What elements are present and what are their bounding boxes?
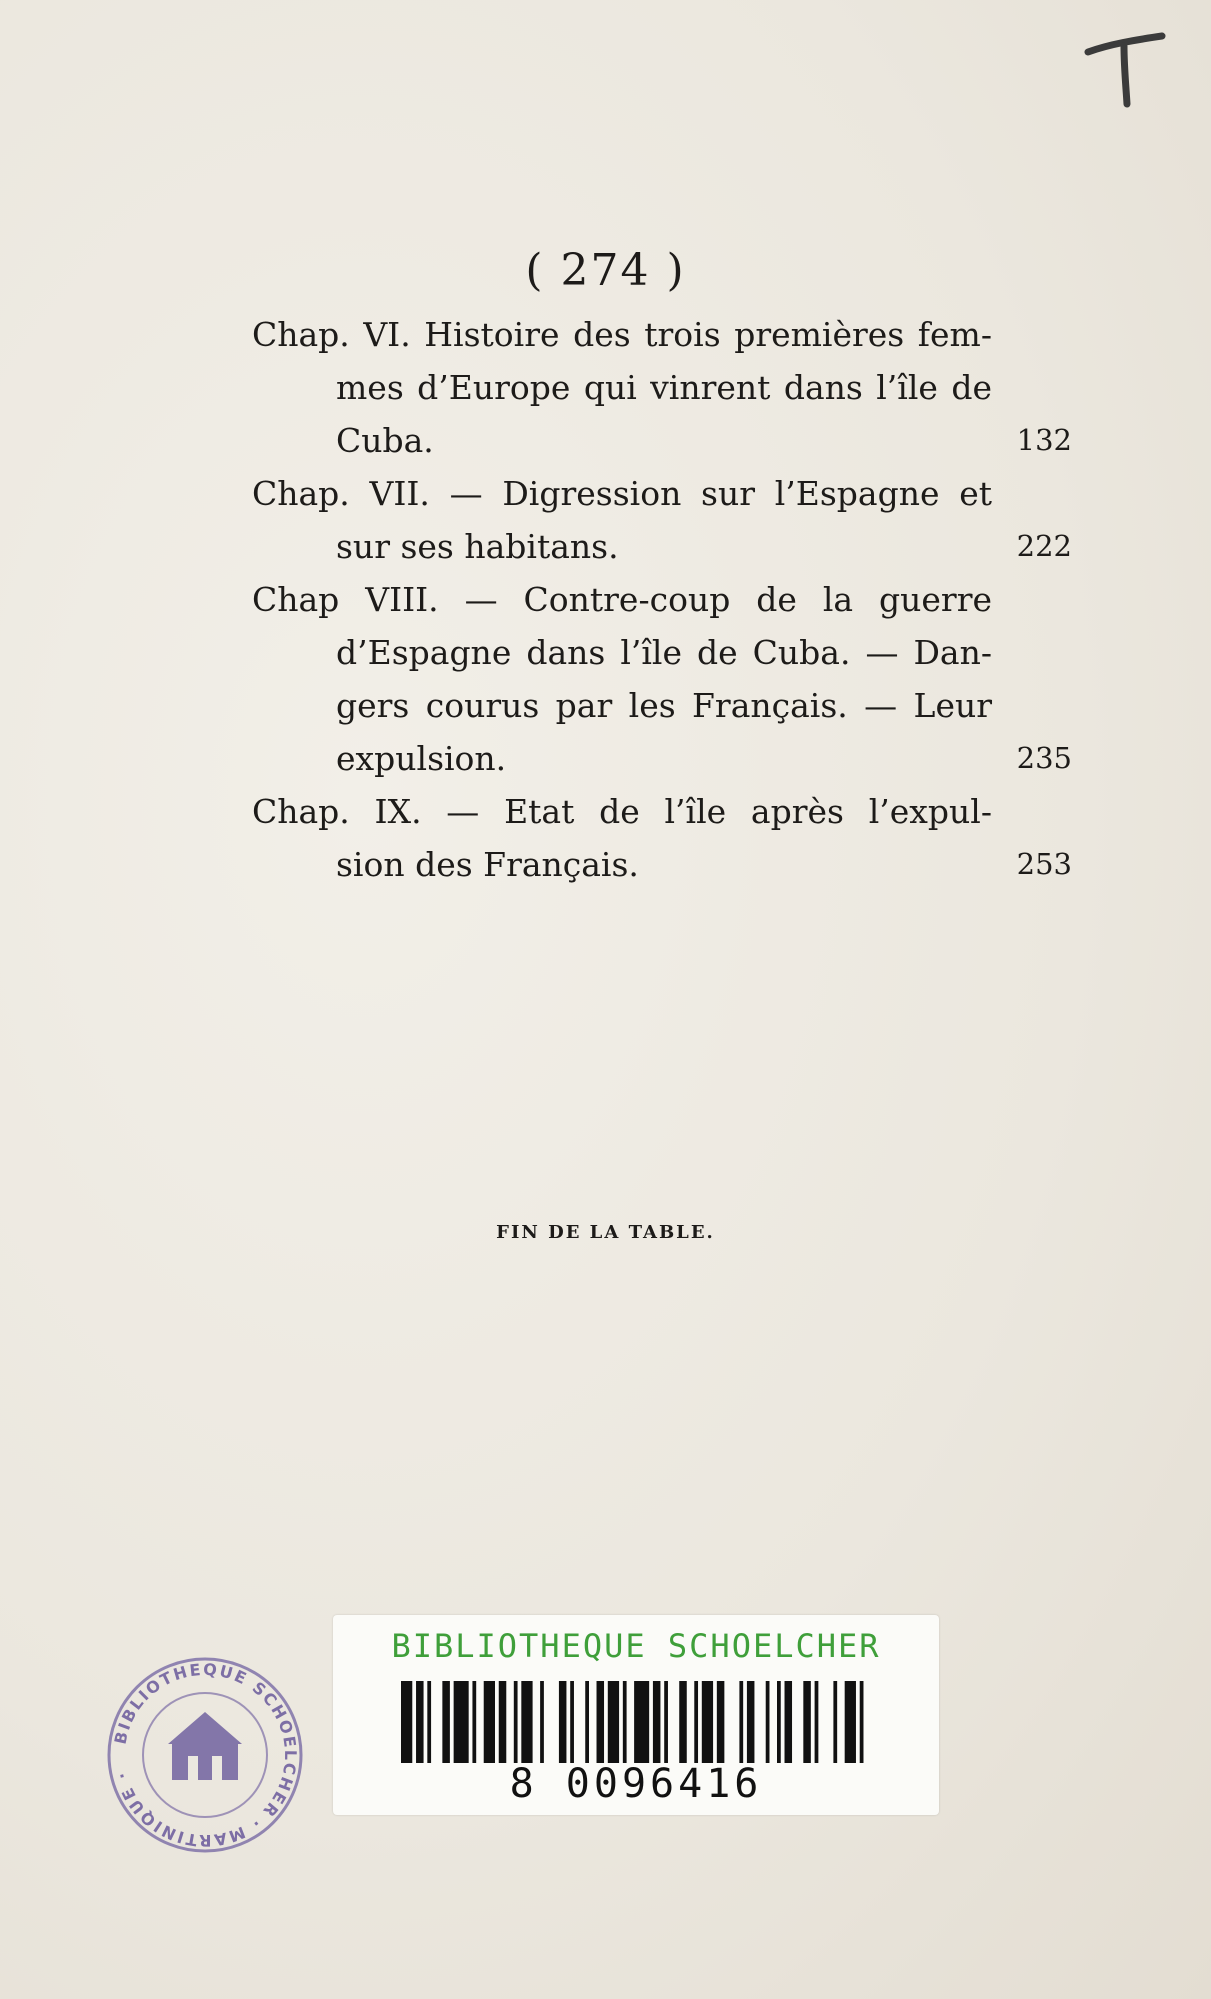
toc-entry-title-line: Chap. VI. Histoire des trois premières fem-: [252, 315, 992, 354]
barcode-bar: [815, 1681, 819, 1763]
toc-entry-title-line: Chap. IX. — Etat de l’île après l’expul-: [252, 792, 992, 831]
barcode-number: 8 0096416: [509, 1761, 763, 1807]
toc-entry-page-number: 222: [1016, 529, 1072, 563]
barcode-bar: [514, 1681, 518, 1763]
toc-entry: [252, 573, 1072, 785]
barcode-bar: [499, 1681, 507, 1763]
barcode-bar: [521, 1681, 532, 1763]
barcode-bar: [416, 1681, 424, 1763]
end-of-table-text: FIN DE LA TABLE.: [496, 1222, 715, 1243]
toc-entry-page-number: 235: [1016, 741, 1072, 775]
barcode-bar: [717, 1681, 725, 1763]
toc-entry-last-line: sur ses habitans.: [336, 527, 619, 566]
barcode-bar: [785, 1681, 793, 1763]
barcode-bar: [694, 1681, 698, 1763]
toc-entry-title-line: Chap. VII. — Digression sur l’Espagne et: [252, 474, 992, 513]
barcode-bar: [664, 1681, 668, 1763]
toc-entry-continuation-line: gers courus par les Français. — Leur: [336, 686, 992, 725]
barcode-bar: [559, 1681, 567, 1763]
toc-entry-last-line: sion des Français.: [336, 845, 639, 884]
barcode-bar: [860, 1681, 864, 1763]
toc-entry-last-line: Cuba.: [336, 421, 434, 460]
toc-entry: [252, 467, 1072, 573]
barcode-bar: [634, 1681, 649, 1763]
stamp-text: BIBLIOTHEQUE SCHOELCHER · MARTINIQUE ·: [110, 1659, 301, 1851]
barcode-bar: [833, 1681, 837, 1763]
library-barcode-label: [333, 1615, 939, 1815]
barcode-bar: [766, 1681, 770, 1763]
toc-entry-continuation-line: d’Espagne dans l’île de Cuba. — Dan-: [336, 633, 992, 672]
barcode-bar: [747, 1681, 755, 1763]
barcode-bar: [484, 1681, 495, 1763]
barcode-bar: [401, 1681, 412, 1763]
page-number: ( 274 ): [525, 245, 686, 296]
library-name: BIBLIOTHEQUE SCHOELCHER: [391, 1627, 881, 1665]
toc-entry-page-number: 132: [1016, 423, 1072, 457]
toc-entry-continuation-line: mes d’Europe qui vinrent dans l’île de: [336, 368, 992, 407]
table-of-contents: [252, 308, 1072, 891]
barcode-bar: [623, 1681, 627, 1763]
barcode-bar: [442, 1681, 450, 1763]
barcode-bar: [597, 1681, 605, 1763]
barcode-bar: [540, 1681, 544, 1763]
barcode-bar: [702, 1681, 713, 1763]
barcode-bar: [845, 1681, 856, 1763]
barcode: [401, 1681, 871, 1763]
barcode-bar: [653, 1681, 661, 1763]
barcode-bar: [608, 1681, 619, 1763]
barcode-bar: [472, 1681, 476, 1763]
barcode-bar: [739, 1681, 743, 1763]
barcode-bar: [585, 1681, 589, 1763]
toc-entry-page-number: 253: [1016, 847, 1072, 881]
barcode-bar: [427, 1681, 431, 1763]
toc-entry: [252, 308, 1072, 467]
toc-entry-title-line: Chap VIII. — Contre-coup de la guerre: [252, 580, 992, 619]
barcode-bar: [803, 1681, 811, 1763]
toc-entry: [252, 785, 1072, 891]
handwritten-mark: [1080, 22, 1170, 112]
barcode-bar: [454, 1681, 469, 1763]
barcode-bar: [679, 1681, 687, 1763]
toc-entry-last-line: expulsion.: [336, 739, 507, 778]
barcode-bar: [777, 1681, 781, 1763]
barcode-bar: [570, 1681, 574, 1763]
library-stamp: [100, 1650, 310, 1860]
